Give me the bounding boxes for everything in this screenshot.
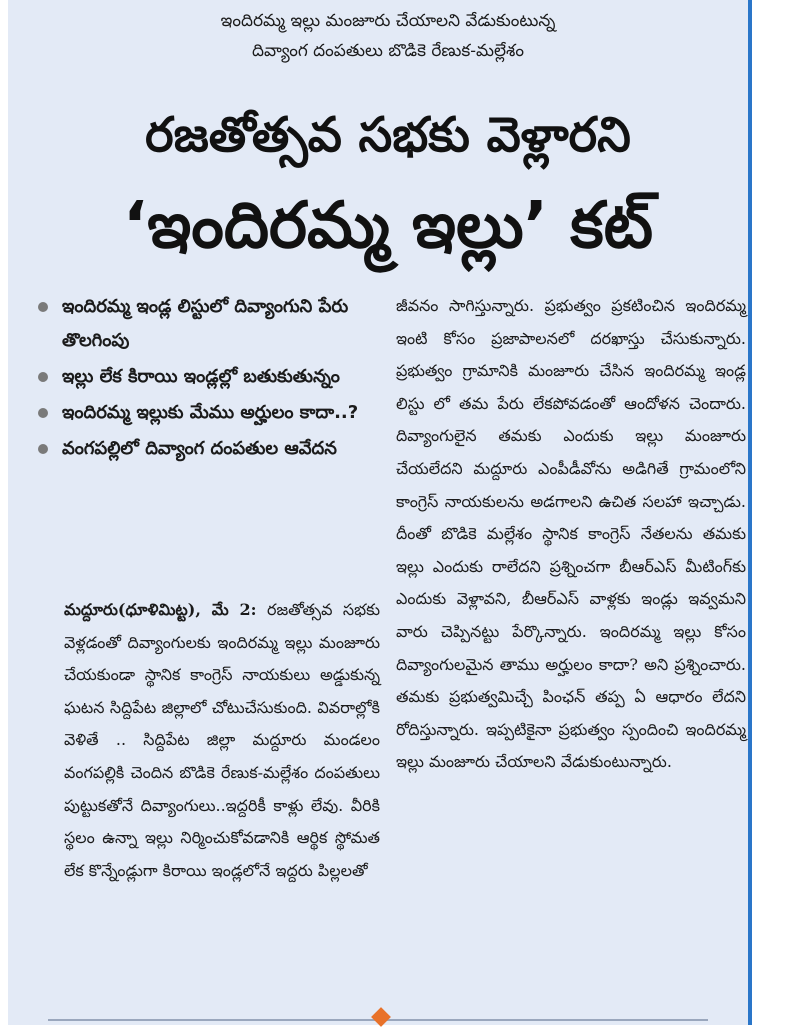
headline-line-1: రజతోత్సవ సభకు వెళ్లారని bbox=[145, 107, 631, 163]
dateline: మద్దూరు(ధూళిమిట్ట), మే 2: bbox=[64, 600, 257, 619]
headline-line-2: ‘ఇందిరమ్మ ఇల్లు’ కట్ bbox=[122, 189, 654, 263]
bullet-text: ఇందిరమ్మ ఇండ్ల లిస్టులో దివ్యాంగుని పేరు తొలగింపు bbox=[62, 296, 349, 351]
kicker bbox=[28, 6, 748, 66]
kicker-line-1: ఇందిరమ్మ ఇల్లు మంజూరు చేయాలని వేడుకుంటున్న bbox=[220, 11, 556, 31]
body-column-left bbox=[64, 594, 380, 887]
kicker-line-2: దివ్యాంగ దంపతులు బొడికె రేణుక-మల్లేశం bbox=[252, 41, 524, 61]
diamond-ornament-icon bbox=[371, 1007, 391, 1027]
bullet-text: ఇందిరమ్మ ఇల్లుకు మేము అర్హులం కాదా..? bbox=[62, 402, 359, 423]
body-text-right: జీవనం సాగిస్తున్నారు. ప్రభుత్వం ప్రకటించిన ఇందిరమ్మ ఇంటి కోసం ప్రజాపాలనలో దరఖాస్తు చేసుకున్నారు. ప్రభుత్వం గ్రామానికి మంజూరు చేసిన ఇందిరమ్మ ఇండ్ల లిస్టు లో తమ పేరు లేకపోవడంతో ఆందోళన చెందారు. దివ్యాంగులైన తమకు ఎందుకు ఇల్లు మంజూరు చేయలేదని మద్దూరు ఎంపీడీవోను అడిగితే గ్రామంలోని కాంగ్రెస్ నాయకులను అడగాలని ఉచిత సలహా ఇచ్చాడు. దీంతో బొడికె మల్లేశం స్థానిక కాంగ్రెస్ నేతలను తమకు ఇల్లు ఎందుకు రాలేదని ప్రశ్నించగా బీఆర్ఎస్ మీటింగ్‌కు ఎందుకు వెళ్లావని, బీఆర్ఎస్ వాళ్లకు ఇండ్లు ఇవ్వమని వారు చెప్పినట్టు పేర్కొన్నారు. ఇందిరమ్మ ఇల్లు కోసం దివ్యాంగులమైన తాము అర్హులం కాదా? అని ప్రశ్నించారు. తమకు ప్రభుత్వమిచ్చే పింఛన్ తప్ప ఏ ఆధారం లేదని రోదిస్తున్నారు. ఇప్పటికైనా ప్రభుత్వం స్పందించి ఇందిరమ్మ ఇల్లు మంజూరు చేయాలని వేడుకుంటున్నారు. bbox=[396, 296, 746, 772]
bullet-dot-icon bbox=[38, 408, 48, 418]
bullet-item bbox=[38, 360, 383, 394]
bullet-text: వంగపల్లిలో దివ్యాంగ దంపతుల ఆవేదన bbox=[62, 438, 337, 459]
body-text-left: రజతోత్సవ సభకు వెళ్లడంతో దివ్యాంగులకు ఇందిరమ్మ ఇల్లు మంజూరు చేయకుండా స్థానిక కాంగ్రెస్ నాయకులు అడ్డుకున్న ఘటన సిద్దిపేట జిల్లాలో చోటుచేసుకుంది. వివరాల్లోకి వెళితే .. సిద్దిపేట జిల్లా మద్దూరు మండలం వంగపల్లికి చెందిన బొడికె రేణుక-మల్లేశం దంపతులు పుట్టుకతోనే దివ్యాంగులు..ఇద్దరికీ కాళ్లు లేవు. వీరికి స్థలం ఉన్నా ఇల్లు నిర్మించుకోవడానికి ఆర్థిక స్థోమత లేక కొన్నేండ్లుగా కిరాయి ఇండ్లలోనే ఇద్దరు పిల్లలతో bbox=[64, 600, 380, 880]
bullet-dot-icon bbox=[38, 302, 48, 312]
bullet-item bbox=[38, 290, 383, 358]
bullet-item bbox=[38, 432, 383, 466]
bullet-text: ఇల్లు లేక కిరాయి ఇండ్లల్లో బతుకుతున్నం bbox=[62, 366, 340, 387]
column-rule bbox=[748, 0, 752, 1025]
bullet-dot-icon bbox=[38, 444, 48, 454]
body-column-right bbox=[396, 290, 746, 779]
bullet-list bbox=[38, 290, 383, 468]
bullet-dot-icon bbox=[38, 372, 48, 382]
bullet-item bbox=[38, 396, 383, 430]
